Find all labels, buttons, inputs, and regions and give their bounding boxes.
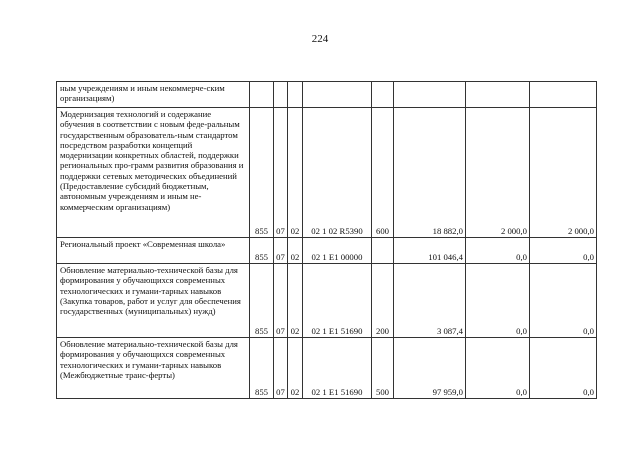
table-row	[57, 108, 597, 238]
expense-type-cell: 500	[372, 338, 394, 399]
table-row	[57, 264, 597, 338]
amount-year-1-cell: 97 959,0	[394, 338, 466, 399]
budget-table	[56, 81, 597, 399]
amount-year-2-cell: 0,0	[466, 264, 530, 338]
target-article-cell	[303, 82, 372, 108]
target-article-cell: 02 1 02 R5390	[303, 108, 372, 238]
amount-year-1-cell	[394, 82, 466, 108]
expense-name-cell: Обновление материально-технической базы для формирования у обучающихся современных технологических и гумани-тарных навыков (Межбюджетные транс-ферты)	[57, 338, 250, 399]
ministry-code-cell	[250, 82, 274, 108]
expense-type-cell	[372, 82, 394, 108]
expense-type-cell	[372, 238, 394, 264]
amount-year-2-cell: 0,0	[466, 238, 530, 264]
amount-year-3-cell: 0,0	[530, 264, 597, 338]
amount-year-2-cell	[466, 82, 530, 108]
ministry-code-cell: 855	[250, 338, 274, 399]
subsection-code-cell: 02	[288, 108, 303, 238]
amount-year-1-cell: 18 882,0	[394, 108, 466, 238]
expense-name-cell: Модернизация технологий и содержание обучения в соответствии с новым феде-ральным государственным образователь-ным стандартом посредством разработки концепций модернизации конкретных областей, поддержки региональных про-грамм развития образования и поддержки сетевых методических объединений (Предоставление субсидий бюджетным, автономным учреждениям и иным не-коммерческим организациям)	[57, 108, 250, 238]
ministry-code-cell: 855	[250, 238, 274, 264]
table-row	[57, 338, 597, 399]
amount-year-3-cell: 0,0	[530, 238, 597, 264]
subsection-code-cell: 02	[288, 338, 303, 399]
target-article-cell: 02 1 E1 51690	[303, 264, 372, 338]
amount-year-3-cell: 0,0	[530, 338, 597, 399]
amount-year-1-cell: 3 087,4	[394, 264, 466, 338]
section-code-cell: 07	[274, 338, 288, 399]
section-code-cell: 07	[274, 108, 288, 238]
target-article-cell: 02 1 E1 51690	[303, 338, 372, 399]
expense-name-cell: ным учреждениям и иным некоммерче-ским организациям)	[57, 82, 250, 108]
expense-name-cell: Региональный проект «Современная школа»	[57, 238, 250, 264]
subsection-code-cell: 02	[288, 264, 303, 338]
page-number: 224	[311, 33, 329, 45]
amount-year-3-cell	[530, 82, 597, 108]
table-row	[57, 82, 597, 108]
subsection-code-cell: 02	[288, 238, 303, 264]
amount-year-2-cell: 2 000,0	[466, 108, 530, 238]
amount-year-1-cell: 101 046,4	[394, 238, 466, 264]
target-article-cell: 02 1 E1 00000	[303, 238, 372, 264]
ministry-code-cell: 855	[250, 108, 274, 238]
ministry-code-cell: 855	[250, 264, 274, 338]
amount-year-2-cell: 0,0	[466, 338, 530, 399]
table-row	[57, 238, 597, 264]
section-code-cell: 07	[274, 238, 288, 264]
expense-name-cell: Обновление материально-технической базы для формирования у обучающихся современных технологических и гумани-тарных навыков (Закупка товаров, работ и услуг для обеспечения государственных (муниципальных) нужд)	[57, 264, 250, 338]
subsection-code-cell	[288, 82, 303, 108]
section-code-cell: 07	[274, 264, 288, 338]
section-code-cell	[274, 82, 288, 108]
amount-year-3-cell: 2 000,0	[530, 108, 597, 238]
expense-type-cell: 200	[372, 264, 394, 338]
expense-type-cell: 600	[372, 108, 394, 238]
